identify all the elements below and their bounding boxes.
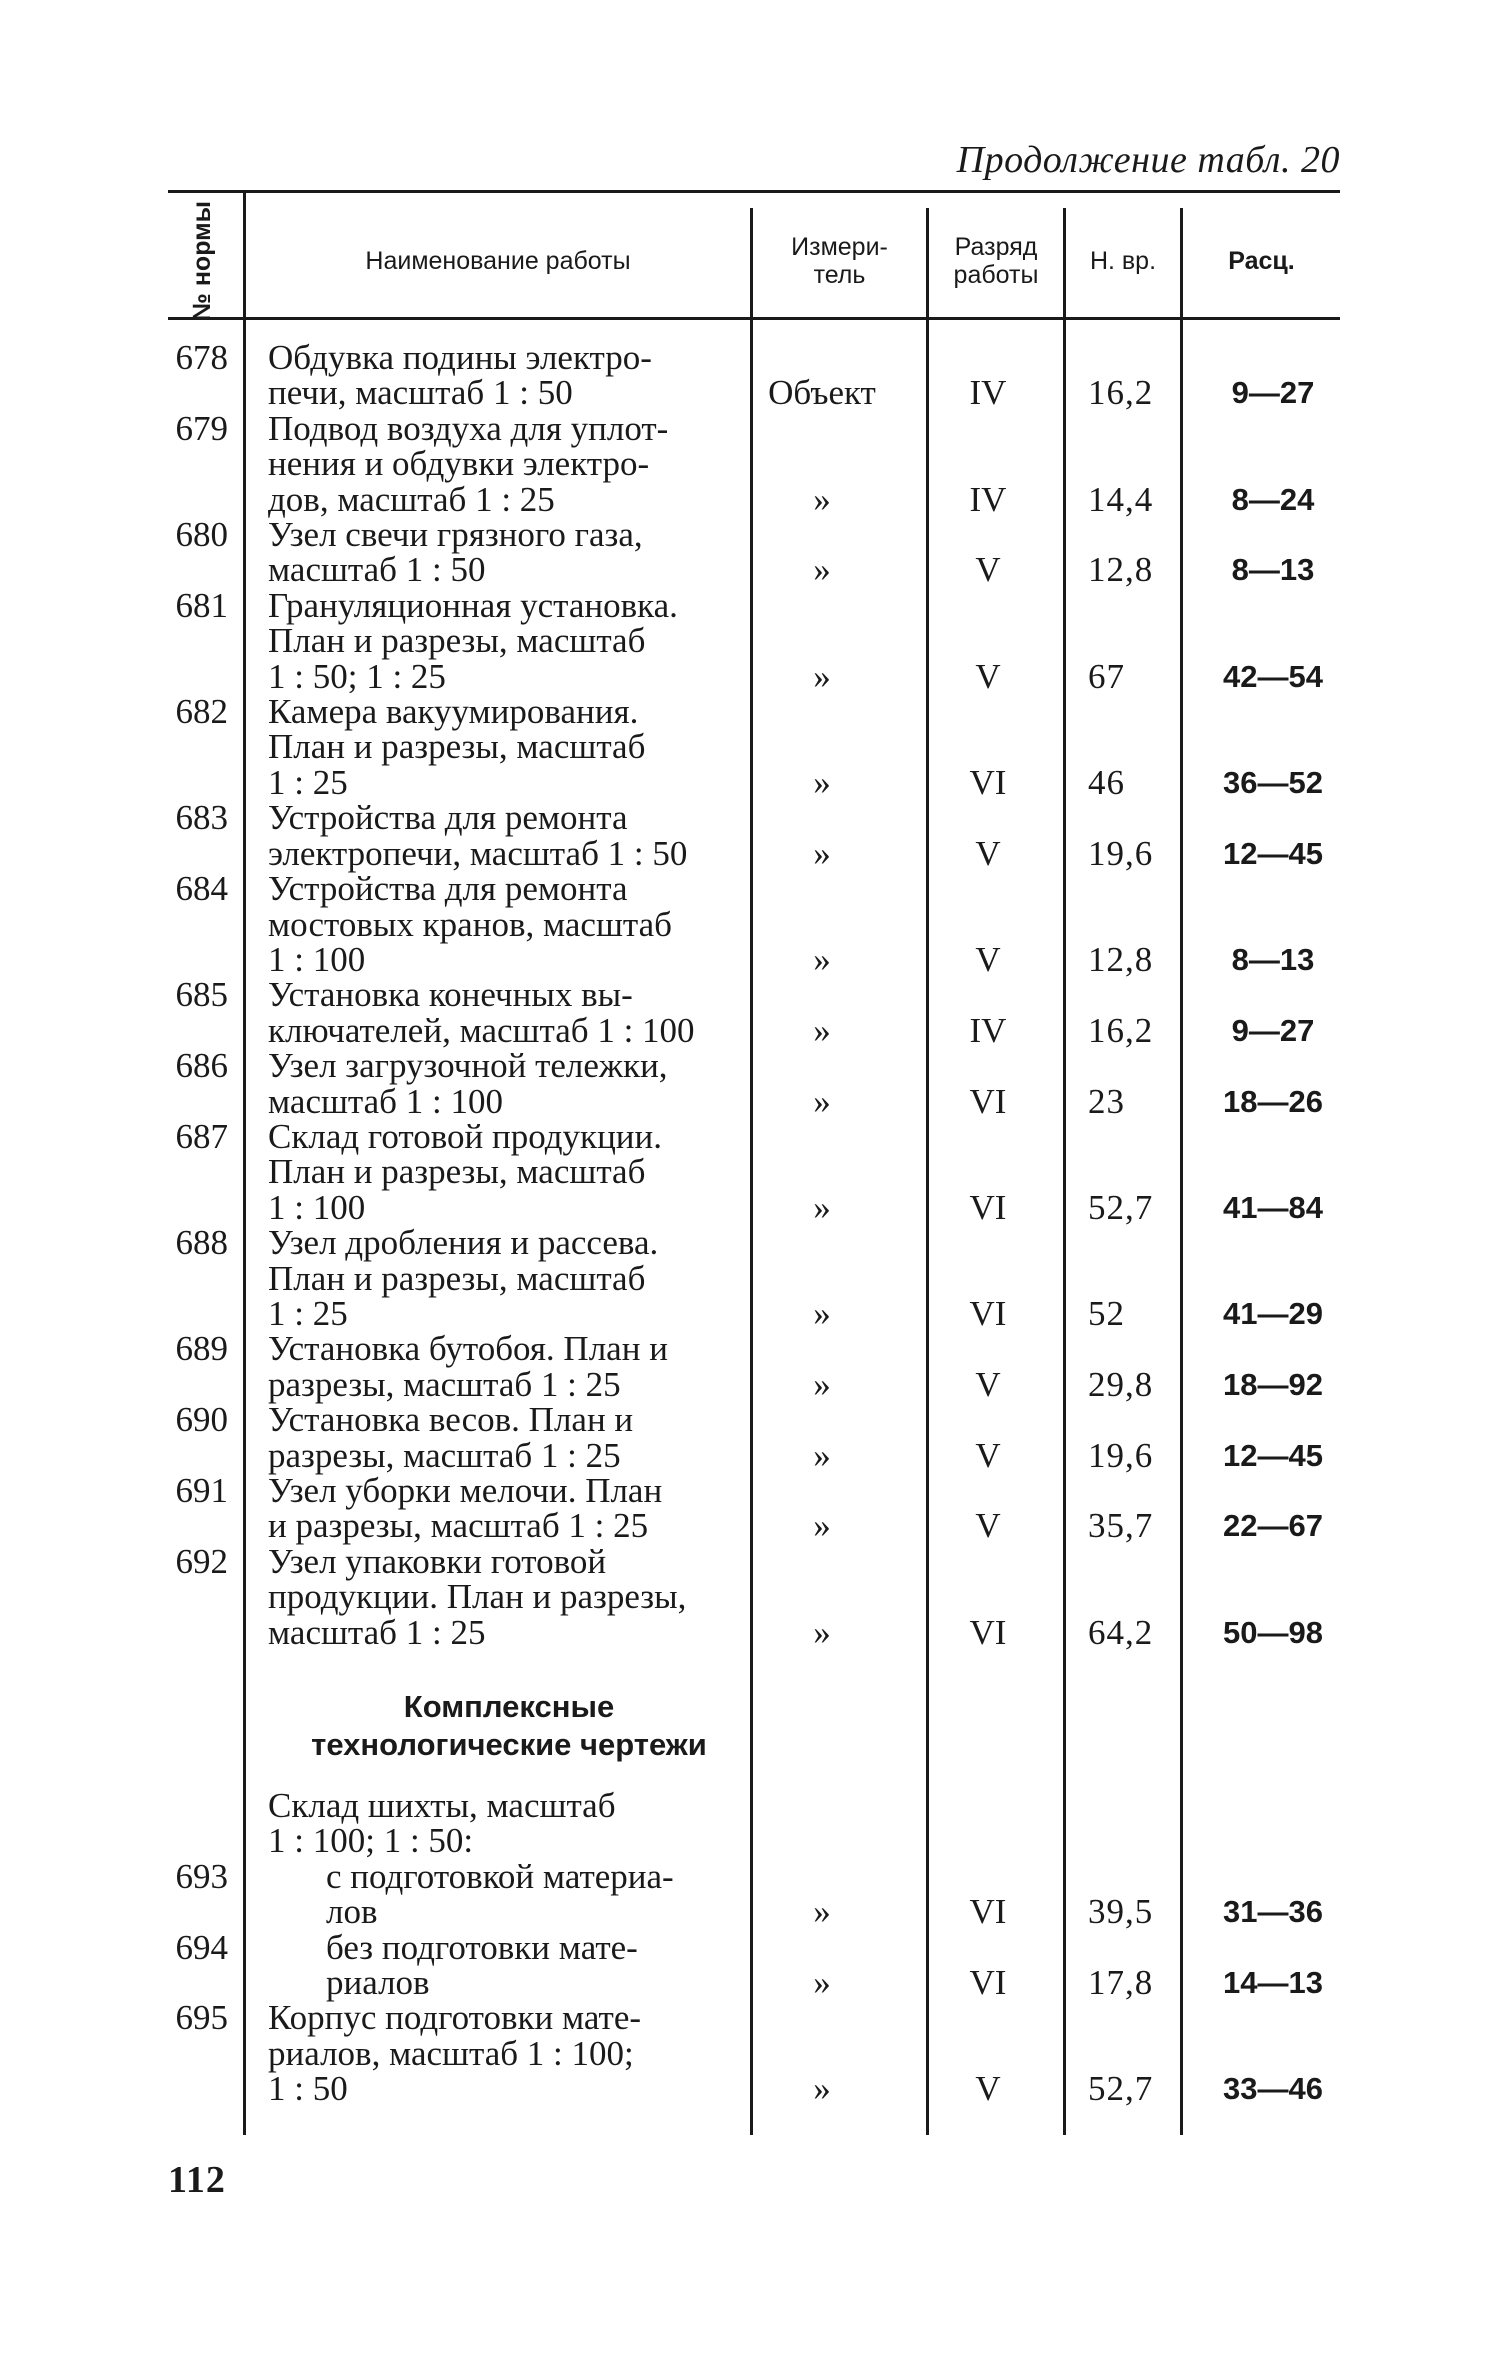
norm-number: 685: [175, 975, 228, 1015]
work-name-line: разрезы, масштаб 1 : 25: [268, 1435, 621, 1475]
cell-grade: VI: [969, 1612, 1007, 1652]
cell-unit: »: [813, 1506, 831, 1546]
cell-grade: V: [975, 1506, 1001, 1546]
cell-time: 52: [1088, 1293, 1125, 1333]
table-row: [168, 1225, 1340, 1331]
norm-number: 695: [175, 1998, 228, 2038]
work-name: [268, 1331, 750, 1402]
work-name: [268, 340, 750, 411]
table-row: [168, 1048, 1340, 1119]
group-label-row: [168, 1788, 1340, 1859]
cell-grade: V: [975, 939, 1001, 979]
norm-number: 689: [175, 1329, 228, 1369]
cell-time: 16,2: [1088, 1010, 1154, 1050]
work-name: [268, 1998, 750, 2109]
table-row: [168, 1116, 1340, 1227]
cell-rate: 9—27: [1231, 1012, 1315, 1048]
work-name-line: Установка весов. План и: [268, 1400, 634, 1440]
work-name-line: План и разрезы, масштаб: [268, 1258, 646, 1298]
cell-grade: VI: [969, 1293, 1007, 1333]
cell-rate: 12—45: [1223, 1437, 1323, 1473]
cell-time: 29,8: [1088, 1364, 1154, 1404]
table-row: [168, 800, 1340, 871]
work-name-line: Узел свечи грязного газа,: [268, 515, 643, 555]
work-name-line: Установка конечных вы-: [268, 975, 633, 1015]
cell-rate: 33—46: [1223, 2071, 1323, 2107]
cell-time: 19,6: [1088, 1435, 1154, 1475]
work-name-line: 1 : 100: [268, 1187, 366, 1227]
cell-rate: 9—27: [1231, 375, 1315, 411]
work-name-line: печи, масштаб 1 : 50: [268, 373, 573, 413]
header-unit: Измери- тель: [791, 232, 888, 289]
cell-unit: »: [813, 1612, 831, 1652]
table-row: [168, 585, 1340, 696]
cell-time: 14,4: [1088, 479, 1154, 519]
work-name-line: дов, масштаб 1 : 25: [268, 479, 555, 519]
work-name-line: риалов, масштаб 1 : 100;: [268, 2033, 634, 2073]
table-row: [168, 1473, 1340, 1544]
norm-number: 687: [175, 1116, 228, 1156]
work-name-line: 1 : 100: [268, 939, 366, 979]
work-name-line: электропечи, масштаб 1 : 50: [268, 833, 688, 873]
norm-number: 692: [175, 1541, 228, 1581]
cell-grade: VI: [969, 1081, 1007, 1121]
work-name-line: Корпус подготовки мате-: [268, 1998, 642, 2038]
table-row: [168, 1927, 1340, 2003]
table-row: [168, 1541, 1340, 1652]
cell-time: 12,8: [1088, 550, 1154, 590]
work-name-line: разрезы, масштаб 1 : 25: [268, 1364, 621, 1404]
table-row: [168, 871, 1340, 977]
cell-unit: »: [813, 479, 831, 519]
cell-unit: »: [813, 1892, 831, 1932]
cell-unit: »: [813, 833, 831, 873]
work-name-line: Склад готовой продукции.: [268, 1116, 663, 1156]
header-grade: Разряд работы: [953, 232, 1039, 289]
norm-number: 688: [175, 1223, 228, 1263]
work-name-line: с подготовкой материа-: [326, 1856, 674, 1896]
work-name: [268, 871, 750, 977]
cell-grade: V: [975, 550, 1001, 590]
table-row: [168, 694, 1340, 800]
cell-unit: »: [813, 2069, 831, 2109]
table-row: [168, 1998, 1340, 2109]
cell-grade: V: [975, 656, 1001, 696]
cell-time: 23: [1088, 1081, 1125, 1121]
work-name-line: продукции. План и разрезы,: [268, 1577, 687, 1617]
work-name-line: 1 : 50: [268, 2069, 348, 2109]
cell-grade: V: [975, 2069, 1001, 2109]
table-row: [168, 1402, 1340, 1473]
cell-time: 12,8: [1088, 939, 1154, 979]
table-row: [168, 408, 1340, 519]
work-name: [268, 800, 750, 871]
header-name: Наименование работы: [365, 246, 631, 275]
work-name-line: 1 : 50; 1 : 25: [268, 656, 446, 696]
work-name: [268, 1402, 750, 1473]
norm-number: 679: [175, 408, 228, 448]
cell-rate: 41—29: [1223, 1295, 1323, 1331]
work-name-line: Узел уборки мелочи. План: [268, 1471, 663, 1510]
cell-time: 17,8: [1088, 1963, 1154, 2003]
header-number: [172, 200, 232, 321]
work-name-line: масштаб 1 : 50: [268, 550, 486, 590]
work-name-line: Камера вакуумирования.: [268, 692, 639, 732]
cell-grade: VI: [969, 1963, 1007, 2003]
work-name-line: и разрезы, масштаб 1 : 25: [268, 1506, 649, 1546]
norm-number: 681: [175, 585, 228, 625]
cell-unit: »: [813, 1010, 831, 1050]
table-top-rule: [168, 190, 1340, 193]
work-name: [268, 1116, 750, 1227]
cell-rate: 42—54: [1223, 658, 1323, 694]
group-label-line: 1 : 100; 1 : 50:: [268, 1821, 474, 1861]
cell-rate: 18—26: [1223, 1083, 1323, 1119]
work-name-line: без подготовки мате-: [326, 1927, 638, 1967]
norm-number: 682: [175, 692, 228, 732]
table-row: [168, 340, 1340, 411]
work-name-line: Установка бутобоя. План и: [268, 1329, 668, 1369]
norms-table: [168, 190, 1340, 2135]
cell-time: 52,7: [1088, 1187, 1154, 1227]
work-name-line: План и разрезы, масштаб: [268, 621, 646, 661]
cell-unit: »: [813, 656, 831, 696]
work-name-line: мостовых кранов, масштаб: [268, 904, 672, 944]
cell-unit: »: [813, 550, 831, 590]
cell-grade: VI: [969, 1187, 1007, 1227]
work-name-line: нения и обдувки электро-: [268, 444, 650, 484]
page-number: 112: [168, 2159, 226, 2201]
work-name-line: Грануляционная установка.: [268, 585, 678, 625]
work-name-line: Узел дробления и рассева.: [268, 1223, 659, 1263]
group-label-line: Склад шихты, масштаб: [268, 1786, 616, 1826]
norm-number: 690: [175, 1400, 228, 1440]
header-rate: Расц.: [1228, 246, 1295, 275]
work-name: [268, 517, 750, 588]
table-row: [168, 977, 1340, 1048]
norm-number: 693: [175, 1856, 228, 1896]
norm-number: 684: [175, 869, 228, 909]
cell-time: 67: [1088, 656, 1125, 696]
work-name-line: масштаб 1 : 25: [268, 1612, 486, 1652]
cell-unit: »: [813, 1293, 831, 1333]
work-name-line: Устройства для ремонта: [268, 798, 628, 838]
cell-unit: Объект: [768, 373, 876, 413]
cell-grade: IV: [969, 479, 1007, 519]
cell-grade: VI: [969, 762, 1007, 802]
work-name: [268, 694, 750, 800]
work-name-line: ключателей, масштаб 1 : 100: [268, 1010, 695, 1050]
table-body: [168, 340, 1340, 2107]
group-label: [268, 1788, 750, 1859]
work-name-line: масштаб 1 : 100: [268, 1081, 503, 1121]
work-name: [268, 1473, 750, 1544]
cell-unit: »: [813, 1963, 831, 2003]
section-heading-line: Комплексные: [403, 1689, 615, 1725]
section-heading-line: технологические чертежи: [311, 1727, 707, 1763]
work-name-line: Устройства для ремонта: [268, 869, 628, 909]
work-name: [268, 977, 750, 1048]
cell-time: 46: [1088, 762, 1125, 802]
norm-number: 678: [175, 338, 228, 377]
cell-grade: VI: [969, 1892, 1007, 1932]
work-name-line: 1 : 25: [268, 1293, 348, 1333]
norm-number: 683: [175, 798, 228, 838]
cell-rate: 18—92: [1223, 1366, 1323, 1402]
cell-time: 64,2: [1088, 1612, 1154, 1652]
work-name-line: План и разрезы, масштаб: [268, 727, 646, 767]
cell-grade: IV: [969, 1010, 1007, 1050]
section-heading: [268, 1688, 750, 1764]
table-row: [168, 517, 1340, 588]
work-name-line: План и разрезы, масштаб: [268, 1152, 646, 1192]
norm-number: 686: [175, 1046, 228, 1086]
cell-rate: 8—24: [1231, 481, 1315, 517]
work-name-line: Подвод воздуха для уплот-: [268, 408, 669, 448]
table-row: [168, 1331, 1340, 1402]
work-name-line: риалов: [326, 1963, 430, 2003]
work-name: [326, 1927, 750, 2003]
cell-time: 39,5: [1088, 1892, 1154, 1932]
cell-grade: V: [975, 833, 1001, 873]
cell-rate: 22—67: [1223, 1508, 1323, 1544]
work-name: [268, 408, 750, 519]
work-name-line: Узел упаковки готовой: [268, 1541, 607, 1581]
norm-number: 691: [175, 1471, 228, 1510]
work-name-line: Обдувка подины электро-: [268, 338, 652, 377]
cell-rate: 14—13: [1223, 1965, 1323, 2001]
cell-unit: »: [813, 1435, 831, 1475]
cell-time: 19,6: [1088, 833, 1154, 873]
table-caption: Продолжение табл. 20: [956, 139, 1340, 181]
cell-time: 52,7: [1088, 2069, 1154, 2109]
work-name: [268, 1048, 750, 1119]
cell-rate: 36—52: [1223, 764, 1323, 800]
cell-rate: 31—36: [1223, 1894, 1323, 1930]
header-time: Н. вр.: [1089, 246, 1157, 275]
work-name: [268, 585, 750, 696]
work-name-line: 1 : 25: [268, 762, 348, 802]
table-row: [168, 1856, 1340, 1932]
header-bottom-rule: [168, 317, 1340, 320]
work-name: [326, 1856, 750, 1932]
work-name-line: Узел загрузочной тележки,: [268, 1046, 668, 1086]
cell-rate: 50—98: [1223, 1614, 1323, 1650]
cell-rate: 8—13: [1231, 552, 1315, 588]
cell-time: 35,7: [1088, 1506, 1154, 1546]
cell-rate: 8—13: [1231, 941, 1315, 977]
cell-unit: »: [813, 1187, 831, 1227]
cell-grade: IV: [969, 373, 1007, 413]
cell-unit: »: [813, 762, 831, 802]
header-number-label: № нормы: [188, 200, 217, 321]
cell-unit: »: [813, 1081, 831, 1121]
cell-unit: »: [813, 1364, 831, 1404]
cell-rate: 41—84: [1223, 1189, 1323, 1225]
cell-unit: »: [813, 939, 831, 979]
work-name: [268, 1225, 750, 1331]
cell-time: 16,2: [1088, 373, 1154, 413]
work-name: [268, 1541, 750, 1652]
norm-number: 694: [175, 1927, 228, 1967]
norm-number: 680: [175, 515, 228, 555]
cell-rate: 12—45: [1223, 835, 1323, 871]
cell-grade: V: [975, 1435, 1001, 1475]
work-name-line: лов: [326, 1892, 378, 1932]
cell-grade: V: [975, 1364, 1001, 1404]
